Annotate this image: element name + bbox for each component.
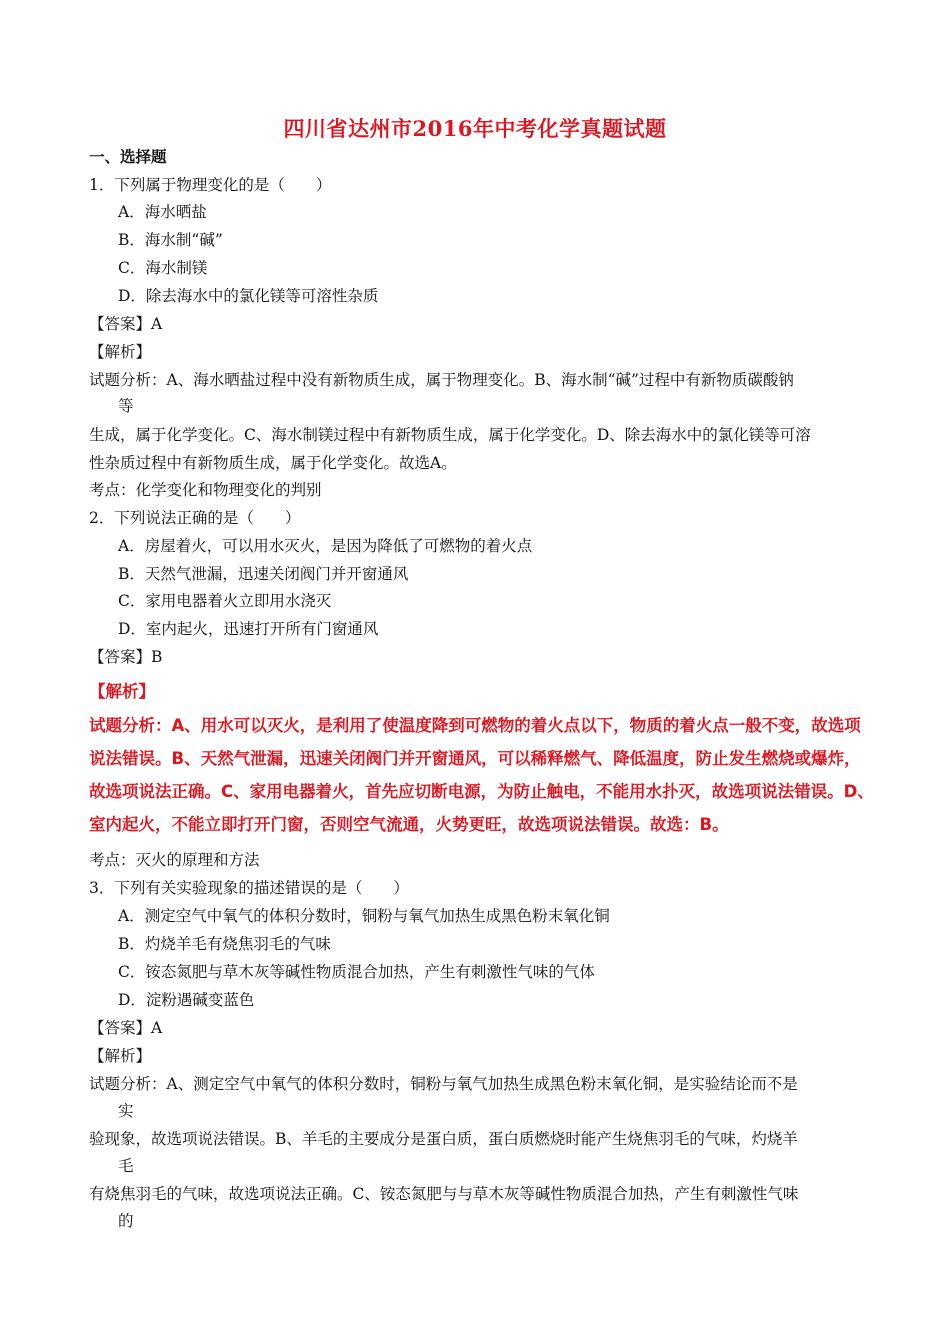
- q1-analysis-line-3: 性杂质过程中有新物质生成，属于化学变化。故选A。: [89, 454, 457, 472]
- q3-analysis-line-2-wrap: 毛: [118, 1157, 134, 1175]
- q3-option-d: D．淀粉遇碱变蓝色: [118, 991, 255, 1009]
- q2-analysis-line-1: 试题分析：A、用水可以灭火，是利用了使温度降到可燃物的着火点以下，物质的着火点一般不变，故选项: [89, 716, 861, 735]
- q2-analysis-heading: 【解析】: [89, 682, 155, 701]
- q3-option-c: C．铵态氮肥与草木灰等碱性物质混合加热，产生有刺激性气味的气体: [118, 963, 595, 981]
- q1-analysis-line-2: 生成，属于化学变化。C、海水制镁过程中有新物质生成，属于化学变化。D、除去海水中的氯化镁等可溶: [89, 426, 811, 444]
- q1-stem: 1．下列属于物理变化的是（ ）: [89, 176, 332, 194]
- q2-option-d: D．室内起火，迅速打开所有门窗通风: [118, 620, 379, 638]
- q3-stem: 3．下列有关实验现象的描述错误的是（ ）: [89, 879, 409, 897]
- q1-analysis-heading: 【解析】: [89, 343, 152, 361]
- q3-analysis-line-1: 试题分析：A、测定空气中氧气的体积分数时，铜粉与氧气加热生成黑色粉末氧化铜，是实验结论而不是: [89, 1075, 798, 1093]
- q3-analysis-line-1-wrap: 实: [118, 1102, 134, 1120]
- q1-analysis-line-1: 试题分析：A、海水晒盐过程中没有新物质生成，属于物理变化。B、海水制“碱”过程中有新物质碳酸钠: [89, 371, 794, 389]
- section-heading: 一、选择题: [89, 147, 167, 166]
- q2-option-c: C．家用电器着火立即用水浇灭: [118, 592, 332, 610]
- q2-option-a: A．房屋着火，可以用水灭火，是因为降低了可燃物的着火点: [118, 537, 533, 555]
- q3-option-a: A．测定空气中氧气的体积分数时，铜粉与氧气加热生成黑色粉末氧化铜: [118, 907, 610, 925]
- q2-analysis-line-2: 说法错误。B、天然气泄漏，迅速关闭阀门并开窗通风，可以稀释燃气、降低温度，防止发生燃烧或爆炸，: [89, 749, 861, 768]
- q1-option-d: D．除去海水中的氯化镁等可溶性杂质: [118, 287, 379, 305]
- q3-answer: 【答案】A: [89, 1019, 163, 1037]
- q1-option-c: C．海水制镁: [118, 259, 208, 277]
- q3-analysis-line-2: 验现象，故选项说法错误。B、羊毛的主要成分是蛋白质，蛋白质燃烧时能产生烧焦羽毛的气味，灼烧羊: [89, 1130, 798, 1148]
- q3-analysis-line-3: 有烧焦羽毛的气味，故选项说法正确。C、铵态氮肥与与草木灰等碱性物质混合加热，产生有刺激性气味: [89, 1185, 799, 1203]
- q2-option-b: B．天然气泄漏，迅速关闭阀门并开窗通风: [118, 565, 409, 583]
- q2-answer: 【答案】B: [89, 648, 163, 666]
- q2-stem: 2．下列说法正确的是（ ）: [89, 509, 301, 527]
- q1-kaodian: 考点：化学变化和物理变化的判别: [89, 481, 322, 499]
- q2-kaodian: 考点：灭火的原理和方法: [89, 851, 260, 869]
- document-title: 四川省达州市2016年中考化学真题试题: [283, 116, 667, 141]
- q3-analysis-heading: 【解析】: [89, 1047, 152, 1065]
- q1-option-b: B．海水制“碱”: [118, 231, 223, 249]
- q3-analysis-line-3-wrap: 的: [118, 1212, 134, 1230]
- q1-analysis-line-1-wrap: 等: [118, 397, 134, 415]
- q1-answer: 【答案】A: [89, 315, 163, 333]
- q1-option-a: A．海水晒盐: [118, 203, 207, 221]
- q2-analysis-line-3: 故选项说法正确。C、家用电器着火，首先应切断电源，为防止触电，不能用水扑灭，故选项说法错误。D、: [89, 782, 874, 801]
- q3-option-b: B．灼烧羊毛有烧焦羽毛的气味: [118, 935, 331, 953]
- q2-analysis-line-4: 室内起火，不能立即打开门窗，否则空气流通，火势更旺，故选项说法错误。故选：B。: [89, 815, 729, 834]
